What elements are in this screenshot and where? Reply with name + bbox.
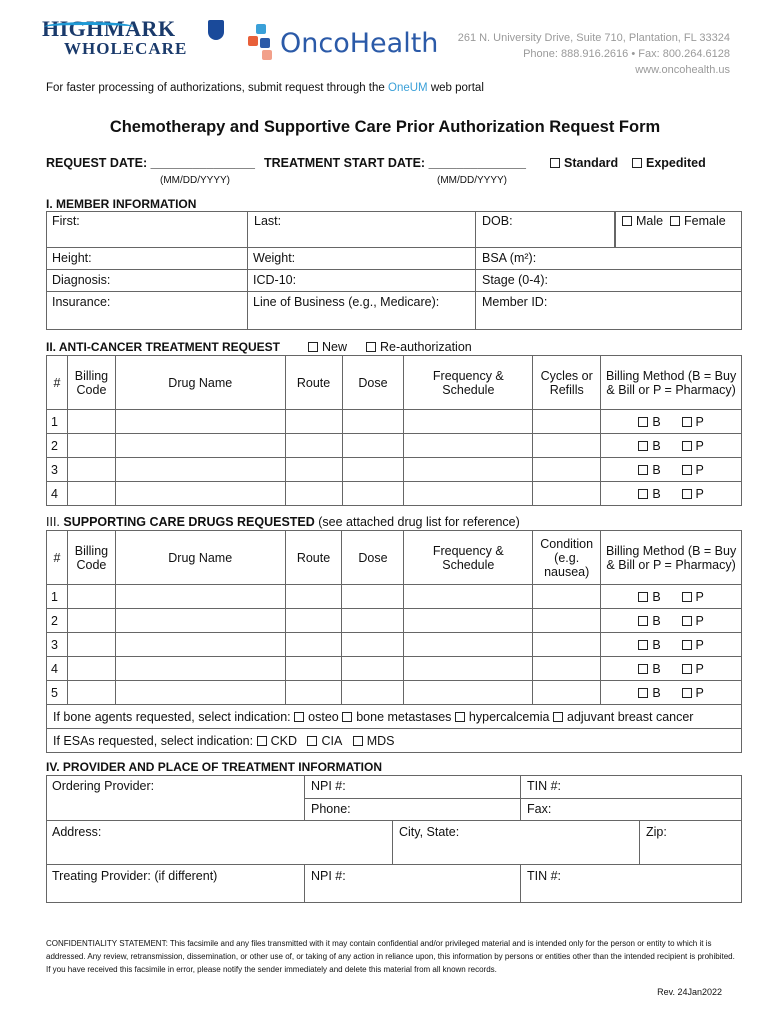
b-label: B (652, 486, 661, 501)
tin-field[interactable] (521, 776, 742, 798)
b-label: B (652, 613, 661, 628)
route-cell[interactable] (285, 585, 342, 609)
billing-code-cell[interactable] (67, 657, 115, 681)
row-number: 3 (47, 458, 68, 482)
p-label: P (695, 462, 704, 477)
logo-square-icon (248, 36, 258, 46)
col-drug-name-header: Drug Name (115, 356, 285, 410)
dose-cell[interactable] (342, 434, 404, 458)
treating-provider-label: Treating Provider: (if different) (52, 869, 218, 883)
logo-square-icon (262, 50, 272, 60)
diagnosis-label: Diagnosis: (52, 273, 111, 287)
drug-name-cell[interactable] (115, 458, 285, 482)
divider (46, 864, 742, 865)
first-name-label: First: (52, 214, 80, 228)
expedited-label: Expedited (646, 156, 706, 170)
table-row (47, 681, 742, 705)
npi-label: NPI #: (311, 779, 346, 793)
billing-method-cell (601, 585, 742, 609)
fax-field[interactable] (521, 799, 742, 821)
osteo-checkbox[interactable] (294, 712, 304, 722)
b-label: B (652, 462, 661, 477)
expedited-option[interactable] (632, 156, 706, 170)
ordering-provider-field[interactable] (46, 776, 304, 820)
col-num-header: # (47, 531, 68, 585)
revision-date: Rev. 24Jan2022 (657, 987, 722, 997)
insurance-field[interactable] (46, 292, 246, 330)
icd10-label: ICD-10: (253, 273, 297, 287)
new-label: New (322, 340, 348, 354)
male-label: Male (636, 214, 664, 228)
treating-npi-field[interactable] (305, 866, 520, 902)
esa-indication-cell (47, 729, 742, 753)
zip-label: Zip: (646, 825, 667, 839)
p-label: P (695, 438, 704, 453)
dob-label: DOB: (482, 214, 513, 228)
drug-name-cell[interactable] (115, 434, 285, 458)
divider (520, 864, 521, 903)
b-checkbox[interactable] (638, 441, 648, 451)
b-label: B (652, 589, 661, 604)
bone-indication-cell (47, 705, 742, 729)
logo-square-icon (260, 38, 270, 48)
request-date-format: (MM/DD/YYYY) (160, 175, 230, 186)
lob-label: Line of Business (e.g., Medicare): (253, 295, 440, 309)
table-header-row (47, 531, 742, 585)
condition-cell[interactable] (533, 681, 601, 705)
ordering-provider-label: Ordering Provider: (52, 779, 155, 793)
supporting-table (46, 530, 742, 753)
supporting-heading-prefix: III. (46, 515, 64, 529)
first-name-field[interactable] (46, 211, 248, 248)
city-state-field[interactable] (393, 822, 639, 864)
col-dose-header: Dose (342, 531, 404, 585)
p-label: P (695, 661, 704, 676)
condition-cell[interactable] (533, 585, 601, 609)
drug-name-cell[interactable] (115, 609, 285, 633)
row-number: 2 (47, 609, 68, 633)
address-line: 261 N. University Drive, Suite 710, Plantation, FL 33324 (457, 32, 730, 44)
row-number: 2 (47, 434, 68, 458)
bsa-label: BSA (m²): (482, 251, 537, 265)
route-cell[interactable] (285, 657, 342, 681)
female-checkbox[interactable] (670, 216, 680, 226)
treatment-start-date-field[interactable]: TREATMENT START DATE: ______________ (264, 156, 526, 170)
mds-checkbox[interactable] (353, 736, 363, 746)
drug-name-cell[interactable] (115, 681, 285, 705)
form-title: Chemotherapy and Supportive Care Prior Authorization Request Form (109, 118, 661, 136)
cycles-cell[interactable] (533, 482, 601, 506)
b-checkbox[interactable] (638, 640, 648, 650)
reauth-checkbox[interactable] (366, 342, 376, 352)
row-number: 4 (47, 482, 68, 506)
logo-highmark-text: HIGHMARK (42, 16, 176, 41)
table-row (47, 609, 742, 633)
last-name-field[interactable] (247, 211, 476, 248)
b-label: B (652, 414, 661, 429)
condition-cell[interactable] (533, 657, 601, 681)
row-number: 1 (47, 410, 68, 434)
expedited-checkbox[interactable] (632, 158, 642, 168)
billing-method-cell (601, 657, 742, 681)
supporting-heading-bold: SUPPORTING CARE DRUGS REQUESTED (63, 515, 315, 529)
new-checkbox[interactable] (308, 342, 318, 352)
drug-name-cell[interactable] (115, 482, 285, 506)
table-row (47, 482, 742, 506)
dose-cell[interactable] (342, 681, 404, 705)
divider (615, 211, 616, 248)
b-checkbox[interactable] (638, 664, 648, 674)
member-info-heading: I. MEMBER INFORMATION (46, 197, 197, 211)
col-billing-code-header: Billing Code (67, 356, 115, 410)
phone-label: Phone: (311, 802, 351, 816)
male-checkbox[interactable] (622, 216, 632, 226)
supporting-heading (46, 515, 520, 529)
p-label: P (695, 486, 704, 501)
billing-code-cell[interactable] (67, 434, 115, 458)
divider (639, 820, 640, 865)
table-row (47, 585, 742, 609)
adjuvant-breast-cancer-checkbox[interactable] (553, 712, 563, 722)
divider (247, 248, 248, 330)
dose-cell[interactable] (342, 657, 404, 681)
p-label: P (695, 414, 704, 429)
standard-checkbox[interactable] (550, 158, 560, 168)
p-label: P (695, 613, 704, 628)
treating-npi-label: NPI #: (311, 869, 346, 883)
bone-indication-label: If bone agents requested, select indication: (53, 709, 291, 724)
esa-indication-row (47, 729, 742, 753)
p-checkbox[interactable] (682, 616, 692, 626)
notice-text: For faster processing of authorizations, submit request through the (46, 82, 388, 94)
col-cycles-header: Cycles or Refills (533, 356, 601, 410)
ckd-checkbox[interactable] (257, 736, 267, 746)
divider (392, 820, 393, 865)
billing-code-cell[interactable] (67, 633, 115, 657)
mds-label: MDS (366, 733, 395, 748)
request-date-field[interactable]: REQUEST DATE: _______________ (46, 156, 255, 170)
treating-tin-label: TIN #: (527, 869, 562, 883)
divider (46, 820, 742, 821)
b-label: B (652, 685, 661, 700)
p-label: P (695, 685, 704, 700)
confidentiality-statement: CONFIDENTIALITY STATEMENT: This facsimile and any files transmitted with it may contain confidential and/or privileged material and is intended only for the person or entity to which it is addressed. Any review, retransmission, dissemination, or other use of, or taking of any action in reliance upon, this information by persons or entities other than the intended recipient is prohibited. If you have received this facsimile in error, please notify the sender immediately and delete this material from all known records. (46, 939, 735, 974)
col-billing-code-header: Billing Code (67, 531, 115, 585)
b-label: B (652, 438, 661, 453)
drug-name-cell[interactable] (115, 657, 285, 681)
condition-cell[interactable] (533, 633, 601, 657)
divider (304, 864, 305, 903)
route-cell[interactable] (285, 609, 342, 633)
billing-code-cell[interactable] (67, 482, 115, 506)
line-of-business-field[interactable] (247, 292, 475, 330)
anticancer-heading: II. ANTI-CANCER TREATMENT REQUEST (46, 340, 280, 354)
tin-label: TIN #: (527, 779, 562, 793)
start-date-format: (MM/DD/YYYY) (437, 175, 507, 186)
npi-field[interactable] (305, 776, 520, 798)
bone-metastases-checkbox[interactable] (342, 712, 352, 722)
col-billing-method-header: Billing Method (B = Buy & Bill or P = Pharmacy) (601, 531, 742, 585)
table-row (47, 633, 742, 657)
b-checkbox[interactable] (638, 417, 648, 427)
drug-name-cell[interactable] (115, 410, 285, 434)
height-label: Height: (52, 251, 92, 265)
col-num-header: # (47, 356, 68, 410)
ckd-label: CKD (270, 733, 298, 748)
p-checkbox[interactable] (682, 688, 692, 698)
p-checkbox[interactable] (682, 664, 692, 674)
dose-cell[interactable] (342, 633, 404, 657)
billing-code-cell[interactable] (67, 458, 115, 482)
route-cell[interactable] (285, 410, 342, 434)
row-number: 4 (47, 657, 68, 681)
dob-field[interactable] (475, 211, 615, 248)
fax-label: Fax: (527, 802, 552, 816)
p-label: P (695, 637, 704, 652)
billing-method-cell (601, 458, 742, 482)
route-cell[interactable] (285, 434, 342, 458)
website-line: www.oncohealth.us (635, 64, 730, 76)
table-header-row (47, 356, 742, 410)
member-id-label: Member ID: (482, 295, 548, 309)
zip-field[interactable] (640, 822, 742, 864)
sex-options (616, 211, 742, 235)
billing-method-cell (601, 681, 742, 705)
table-row (47, 657, 742, 681)
col-dose-header: Dose (342, 356, 404, 410)
treating-provider-field[interactable] (46, 866, 304, 902)
table-row (47, 410, 742, 434)
p-checkbox[interactable] (682, 441, 692, 451)
billing-code-cell[interactable] (67, 410, 115, 434)
reauth-label: Re-authorization (380, 340, 472, 354)
route-cell[interactable] (285, 633, 342, 657)
frequency-cell[interactable] (404, 585, 533, 609)
osteo-label: osteo (308, 709, 339, 724)
col-drug-name-header: Drug Name (115, 531, 285, 585)
cycles-cell[interactable] (533, 410, 601, 434)
route-cell[interactable] (285, 681, 342, 705)
weight-label: Weight: (253, 251, 296, 265)
cycles-cell[interactable] (533, 434, 601, 458)
table-row (47, 458, 742, 482)
dose-cell[interactable] (342, 609, 404, 633)
weight-field[interactable] (247, 248, 475, 270)
bsa-field[interactable] (476, 248, 742, 270)
p-checkbox[interactable] (682, 489, 692, 499)
portal-notice (46, 82, 484, 94)
bone-metastases-label: bone metastases (356, 709, 452, 724)
female-label: Female (684, 214, 726, 228)
swoosh-icon (44, 22, 134, 32)
dose-cell[interactable] (342, 585, 404, 609)
frequency-cell[interactable] (404, 681, 533, 705)
billing-method-cell (601, 410, 742, 434)
diagnosis-field[interactable] (46, 270, 246, 292)
provider-heading: IV. PROVIDER AND PLACE OF TREATMENT INFORMATION (46, 760, 383, 774)
b-label: B (652, 661, 661, 676)
p-checkbox[interactable] (682, 465, 692, 475)
table-row (47, 434, 742, 458)
insurance-label: Insurance: (52, 295, 111, 309)
address-field[interactable] (46, 822, 392, 864)
drug-name-cell[interactable] (115, 585, 285, 609)
condition-cell[interactable] (533, 609, 601, 633)
height-field[interactable] (46, 248, 246, 270)
hypercalcemia-label: hypercalcemia (468, 709, 550, 724)
oneum-link[interactable]: OneUM (388, 82, 428, 94)
p-checkbox[interactable] (682, 417, 692, 427)
col-route-header: Route (285, 531, 342, 585)
address-label: Address: (52, 825, 102, 839)
row-number: 5 (47, 681, 68, 705)
route-cell[interactable] (285, 482, 342, 506)
route-cell[interactable] (285, 458, 342, 482)
phone-fax-line: Phone: 888.916.2616 • Fax: 800.264.6128 (523, 48, 730, 60)
row-number: 1 (47, 585, 68, 609)
new-option[interactable] (308, 340, 347, 354)
col-condition-header: Condition (e.g. nausea) (533, 531, 601, 585)
b-checkbox[interactable] (638, 489, 648, 499)
billing-method-cell (601, 609, 742, 633)
treating-tin-field[interactable] (521, 866, 742, 902)
frequency-cell[interactable] (404, 633, 533, 657)
standard-option[interactable] (550, 156, 618, 170)
logo-square-icon (256, 24, 266, 34)
dose-cell[interactable] (342, 410, 404, 434)
frequency-cell[interactable] (404, 458, 533, 482)
dose-cell[interactable] (342, 482, 404, 506)
esa-indication-label: If ESAs requested, select indication: (53, 733, 254, 748)
b-label: B (652, 637, 661, 652)
frequency-cell[interactable] (404, 657, 533, 681)
stage-field[interactable] (476, 270, 742, 292)
last-name-label: Last: (254, 214, 282, 228)
col-billing-method-header: Billing Method (B = Buy & Bill or P = Pharmacy) (601, 356, 742, 410)
logo-wholecare-text: WHOLECARE (64, 39, 188, 58)
logo-oncohealth-text: OncoHealth (280, 28, 439, 59)
reauth-option[interactable] (366, 340, 472, 354)
city-state-label: City, State: (399, 825, 460, 839)
notice-text-end: web portal (427, 82, 484, 94)
cycles-cell[interactable] (533, 458, 601, 482)
member-id-field[interactable] (476, 292, 742, 330)
anticancer-table (46, 355, 742, 506)
p-checkbox[interactable] (682, 592, 692, 602)
frequency-cell[interactable] (404, 434, 533, 458)
col-frequency-header: Frequency & Schedule (404, 531, 533, 585)
cia-label: CIA (321, 733, 343, 748)
company-address (458, 30, 730, 78)
cia-checkbox[interactable] (307, 736, 317, 746)
drug-name-cell[interactable] (115, 633, 285, 657)
row-number: 3 (47, 633, 68, 657)
p-label: P (695, 589, 704, 604)
col-frequency-header: Frequency & Schedule (404, 356, 533, 410)
divider (304, 798, 742, 799)
icd10-field[interactable] (247, 270, 475, 292)
billing-code-cell[interactable] (67, 609, 115, 633)
b-checkbox[interactable] (638, 465, 648, 475)
billing-code-cell[interactable] (67, 585, 115, 609)
stage-label: Stage (0-4): (482, 273, 549, 287)
supporting-heading-suffix: (see attached drug list for reference) (314, 515, 520, 529)
b-checkbox[interactable] (638, 592, 648, 602)
billing-method-cell (601, 482, 742, 506)
billing-code-cell[interactable] (67, 681, 115, 705)
standard-label: Standard (564, 156, 619, 170)
frequency-cell[interactable] (404, 410, 533, 434)
hypercalcemia-checkbox[interactable] (455, 712, 465, 722)
frequency-cell[interactable] (404, 482, 533, 506)
bone-indication-row (47, 705, 742, 729)
frequency-cell[interactable] (404, 609, 533, 633)
adjuvant-breast-cancer-label: adjuvant breast cancer (567, 709, 694, 724)
divider (475, 248, 476, 330)
col-route-header: Route (285, 356, 342, 410)
phone-field[interactable] (305, 799, 520, 821)
billing-method-cell (601, 434, 742, 458)
dose-cell[interactable] (342, 458, 404, 482)
billing-method-cell (601, 633, 742, 657)
b-checkbox[interactable] (638, 616, 648, 626)
shield-icon (208, 20, 224, 40)
p-checkbox[interactable] (682, 640, 692, 650)
b-checkbox[interactable] (638, 688, 648, 698)
